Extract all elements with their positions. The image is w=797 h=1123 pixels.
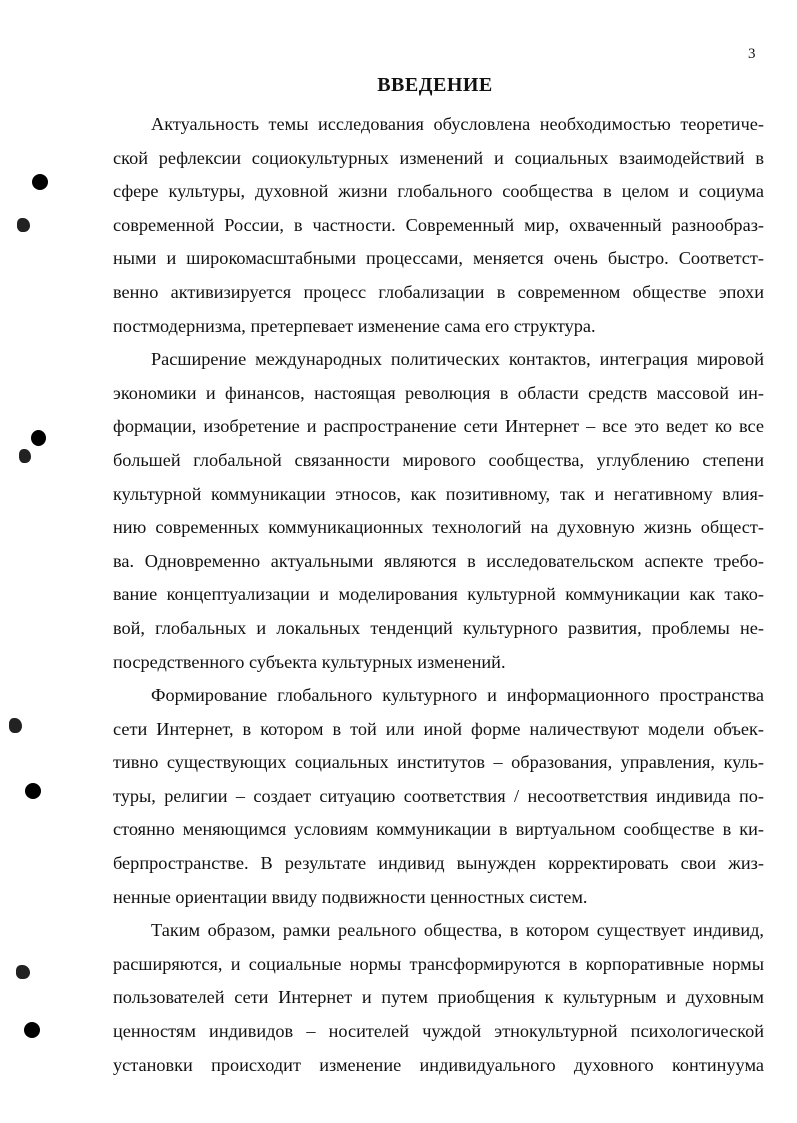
text-line: установки происходит изменение индивидуального духовного континуума <box>113 1054 764 1075</box>
text-line: нию современных коммуникационных технологий на духовную жизнь общест- <box>113 517 764 538</box>
text-line: ными и широкомасштабными процессами, меняется очень быстро. Соответст- <box>113 248 764 269</box>
text-line: посредственного субъекта культурных изменений. <box>113 651 506 672</box>
ink-speck <box>16 965 30 979</box>
text-line: экономики и финансов, настоящая революция в области средств массовой ин- <box>113 382 764 403</box>
text-line: Расширение международных политических контактов, интеграция мировой <box>151 349 764 370</box>
paragraph-2 <box>113 343 764 679</box>
body-text <box>113 108 764 1082</box>
text-line: тивно существующих социальных институтов – образования, управления, куль- <box>113 752 764 773</box>
binder-hole <box>32 174 48 190</box>
text-line: Актуальность темы исследования обусловлена необходимостью теоретиче- <box>151 114 764 134</box>
binder-hole <box>25 783 41 799</box>
text-line: ценностям индивидов – носителей чуждой этнокультурной психологической <box>113 1021 764 1042</box>
text-line: современной России, в частности. Современный мир, охваченный разнообраз- <box>113 214 764 235</box>
text-line: вой, глобальных и локальных тенденций культурного развития, проблемы не- <box>113 617 764 638</box>
ink-speck <box>9 718 22 733</box>
page-title: ВВЕДЕНИЕ <box>377 74 493 96</box>
text-line: вание концептуализации и моделирования культурной коммуникации как тако- <box>113 584 764 605</box>
text-line: берпространстве. В результате индивид вынужден корректировать свои жиз- <box>113 853 764 874</box>
text-line: ва. Одновременно актуальными являются в исследовательском аспекте требо- <box>113 550 764 571</box>
text-line: стоянно меняющимся условиям коммуникации в виртуальном сообществе в ки- <box>113 819 764 840</box>
text-line: большей глобальной связанности мирового сообщества, углублению степени <box>113 449 764 470</box>
paragraph-4 <box>113 914 764 1082</box>
text-line: сфере культуры, духовной жизни глобального сообщества в целом и социума <box>113 181 764 202</box>
binder-hole <box>31 430 46 446</box>
text-line: ненные ориентации ввиду подвижности ценностных систем. <box>113 886 588 907</box>
paragraph-3 <box>113 679 764 914</box>
text-line: пользователей сети Интернет и путем приобщения к культурным и духовным <box>113 987 764 1008</box>
text-line: Таким образом, рамки реального общества, в котором существует индивид, <box>151 920 764 941</box>
page-number: 3 <box>748 46 756 62</box>
text-line: культурной коммуникации этносов, как позитивному, так и негативному влия- <box>113 483 764 504</box>
ink-speck <box>17 218 30 232</box>
ink-speck <box>19 449 31 463</box>
text-line: сети Интернет, в котором в той или иной форме наличествуют модели объек- <box>113 718 764 739</box>
text-line: венно активизируется процесс глобализации в современном обществе эпохи <box>113 281 764 302</box>
text-line: формации, изобретение и распространение сети Интернет – все это ведет ко все <box>113 416 764 437</box>
text-line: постмодернизма, претерпевает изменение сама его структура. <box>113 315 596 336</box>
text-line: туры, религии – создает ситуацию соответствия / несоответствия индивида по- <box>113 785 764 806</box>
text-line: ской рефлексии социокультурных изменений и социальных взаимодействий в <box>113 147 764 168</box>
binder-hole <box>24 1022 40 1038</box>
text-line: Формирование глобального культурного и информационного пространства <box>151 685 764 706</box>
paragraph-1 <box>113 108 764 343</box>
text-line: расширяются, и социальные нормы трансформируются в корпоративные нормы <box>113 953 764 974</box>
